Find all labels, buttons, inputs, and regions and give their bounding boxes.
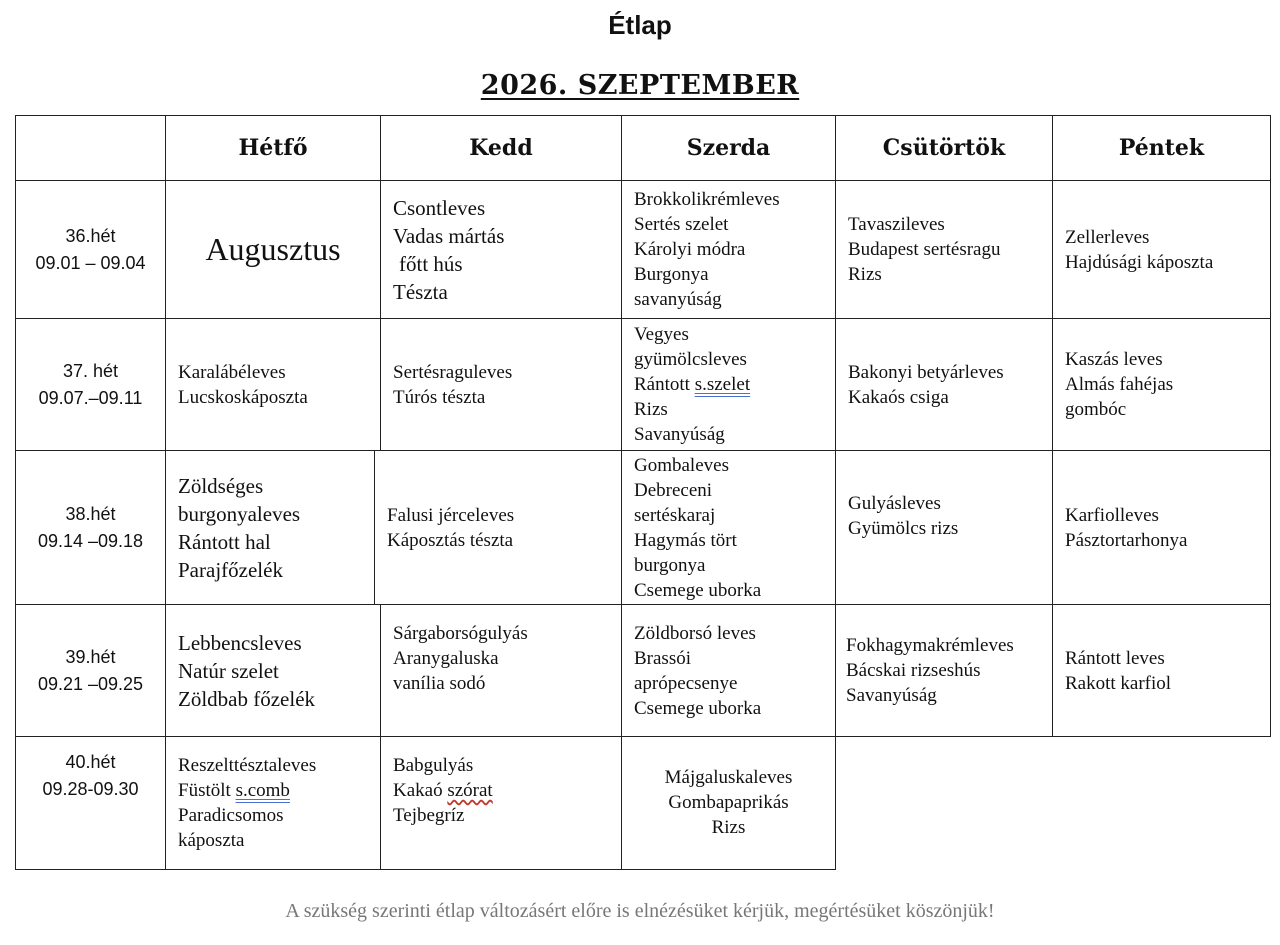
week-cell — [15, 736, 166, 870]
menu-cell-monday — [165, 450, 375, 605]
menu-item-part: Kakaó — [393, 780, 443, 801]
menu-table — [15, 115, 1271, 871]
menu-cell-wednesday — [621, 450, 836, 605]
week-number: 38.hét — [65, 503, 116, 524]
menu-cell-wednesday — [621, 604, 836, 737]
menu-item: gombóc — [1065, 399, 1127, 420]
menu-item — [634, 372, 835, 397]
menu-item: Babgulyás — [393, 755, 474, 776]
header-thursday: Csütörtök — [835, 115, 1053, 181]
menu-item: Károlyi módra — [634, 239, 746, 260]
menu-item-part: Rántott — [634, 374, 690, 395]
menu-cell-monday — [165, 604, 381, 737]
week-cell — [15, 450, 166, 605]
menu-item: burgonyaleves — [178, 501, 301, 526]
week-number: 37. hét — [62, 360, 119, 381]
menu-item: Gulyásleves — [848, 493, 941, 514]
menu-item: sertéskaraj — [634, 504, 716, 526]
menu-item: Kakaós csiga — [848, 386, 949, 408]
footer-note: A szükség szerinti étlap változásért előre is elnézésüket kérjük, megértésüket köszönjük! — [285, 900, 995, 922]
menu-item: Burgonya — [634, 264, 709, 285]
menu-item: Rántott hal — [178, 529, 271, 554]
menu-item: Tavaszileves — [848, 214, 945, 235]
menu-item: Sertés szelet — [634, 214, 729, 235]
menu-cell-tuesday — [374, 450, 622, 605]
menu-cell-monday — [165, 736, 381, 870]
menu-item: Debreceni — [634, 479, 713, 501]
menu-item: Rántott leves — [1065, 647, 1165, 669]
week-cell — [15, 318, 166, 451]
menu-item-part: Füstölt — [178, 780, 231, 801]
menu-item: Gombaleves — [634, 454, 729, 476]
week-dates: 09.01 – 09.04 — [35, 252, 146, 273]
month-heading-text: 2026. SZEPTEMBER — [480, 70, 800, 101]
menu-item: Zellerleves — [1065, 226, 1150, 248]
menu-item: Karalábéleves — [178, 361, 286, 383]
menu-item: Bácskai rizseshús — [846, 660, 981, 681]
menu-cell-wednesday — [621, 318, 836, 451]
menu-item: Savanyúság — [846, 685, 937, 706]
week-number: 40.hét — [65, 752, 116, 772]
menu-item: Hagymás tört — [634, 529, 737, 551]
header-wednesday: Szerda — [621, 115, 836, 181]
menu-item — [178, 778, 380, 803]
header-tuesday: Kedd — [380, 115, 622, 181]
menu-item: Vadas mártás — [393, 223, 505, 248]
menu-cell-thursday — [835, 180, 1053, 319]
menu-item: gyümölcsleves — [634, 349, 747, 370]
menu-cell-friday — [1052, 180, 1271, 319]
menu-item: Lucskoskáposzta — [178, 386, 308, 408]
week-cell — [15, 604, 166, 737]
menu-item: Csemege uborka — [634, 579, 762, 601]
page-title: Étlap — [608, 10, 672, 40]
menu-item: Pásztortarhonya — [1065, 529, 1188, 551]
menu-cell-tuesday — [380, 318, 622, 451]
menu-cell-wednesday — [621, 180, 836, 319]
menu-item: burgonya — [634, 554, 706, 576]
week-dates: 09.21 –09.25 — [37, 673, 144, 694]
menu-item: Augusztus — [205, 231, 341, 267]
menu-item: Reszelttésztaleves — [178, 755, 317, 776]
menu-cell-monday — [165, 318, 381, 451]
week-number: 39.hét — [65, 646, 116, 667]
menu-item: savanyúság — [634, 289, 722, 310]
menu-item: Bakonyi betyárleves — [848, 361, 1004, 383]
menu-item: Hajdúsági káposzta — [1065, 251, 1214, 273]
menu-item: Zöldbab főzelék — [178, 686, 316, 711]
menu-item — [393, 778, 621, 803]
menu-item: Rizs — [634, 399, 668, 420]
menu-item: Káposztás tészta — [387, 529, 514, 551]
menu-item: Gyümölcs rizs — [848, 518, 959, 539]
menu-item: Tejbegríz — [393, 805, 465, 826]
menu-item: Paradicsomos — [178, 805, 284, 826]
week-dates: 09.28-09.30 — [42, 779, 139, 799]
menu-item: vanília sodó — [393, 673, 486, 694]
corner-cell — [15, 115, 166, 181]
menu-item: Budapest sertésragu — [848, 239, 1001, 260]
menu-item: Gombapaprikás — [668, 792, 789, 813]
month-heading — [0, 70, 1280, 101]
menu-item: Falusi jérceleves — [387, 504, 515, 526]
menu-item-part: s.comb — [235, 780, 290, 801]
menu-item: Vegyes — [634, 324, 689, 345]
menu-item: Zöldséges — [178, 473, 264, 498]
menu-cell-tuesday — [380, 180, 622, 319]
menu-item: Zöldborsó leves — [634, 622, 756, 644]
menu-item: Natúr szelet — [178, 658, 279, 683]
menu-item: Rizs — [711, 817, 746, 838]
menu-cell-friday — [1052, 318, 1271, 451]
menu-item: Rakott karfiol — [1065, 672, 1172, 694]
menu-item: főtt hús — [399, 251, 463, 276]
menu-cell-tuesday — [380, 736, 622, 870]
menu-item: Csontleves — [393, 195, 486, 220]
week-number: 36.hét — [65, 225, 116, 246]
menu-item: aprópecsenye — [634, 672, 738, 694]
menu-item: Tészta — [393, 279, 448, 304]
menu-item: Almás fahéjas — [1065, 374, 1174, 395]
menu-item: Kaszás leves — [1065, 349, 1163, 370]
week-dates: 09.07.–09.11 — [38, 387, 143, 408]
menu-item: Brokkolikrémleves — [634, 189, 780, 210]
menu-item: Parajfőzelék — [178, 557, 283, 582]
menu-cell-thursday — [835, 318, 1053, 451]
menu-item-part: szórat — [447, 780, 493, 801]
menu-cell-thursday — [835, 450, 1053, 605]
menu-item: Aranygaluska — [393, 648, 499, 669]
menu-item: Sárgaborsógulyás — [393, 623, 528, 644]
menu-item: Lebbencsleves — [178, 630, 302, 655]
menu-item: Savanyúság — [634, 424, 725, 445]
menu-cell-tuesday — [380, 604, 622, 737]
menu-item: Májgaluskaleves — [664, 767, 793, 788]
menu-item: káposzta — [178, 830, 245, 851]
menu-cell-thursday — [835, 604, 1053, 737]
menu-item: Karfiolleves — [1065, 504, 1159, 526]
header-monday: Hétfő — [165, 115, 381, 181]
menu-item: Túrós tészta — [393, 386, 486, 408]
menu-item-part: s.szelet — [694, 374, 751, 395]
week-cell — [15, 180, 166, 319]
menu-item: Rizs — [848, 264, 882, 285]
menu-cell-friday — [1052, 450, 1271, 605]
menu-item: Csemege uborka — [634, 697, 762, 719]
menu-cell-wednesday — [621, 736, 836, 870]
menu-cell-monday — [165, 180, 381, 319]
menu-item: Brassói — [634, 647, 691, 669]
menu-item: Fokhagymakrémleves — [846, 635, 1014, 656]
header-friday: Péntek — [1052, 115, 1271, 181]
menu-item: Sertésraguleves — [393, 361, 513, 383]
menu-cell-friday — [1052, 604, 1271, 737]
week-dates: 09.14 –09.18 — [37, 530, 144, 551]
